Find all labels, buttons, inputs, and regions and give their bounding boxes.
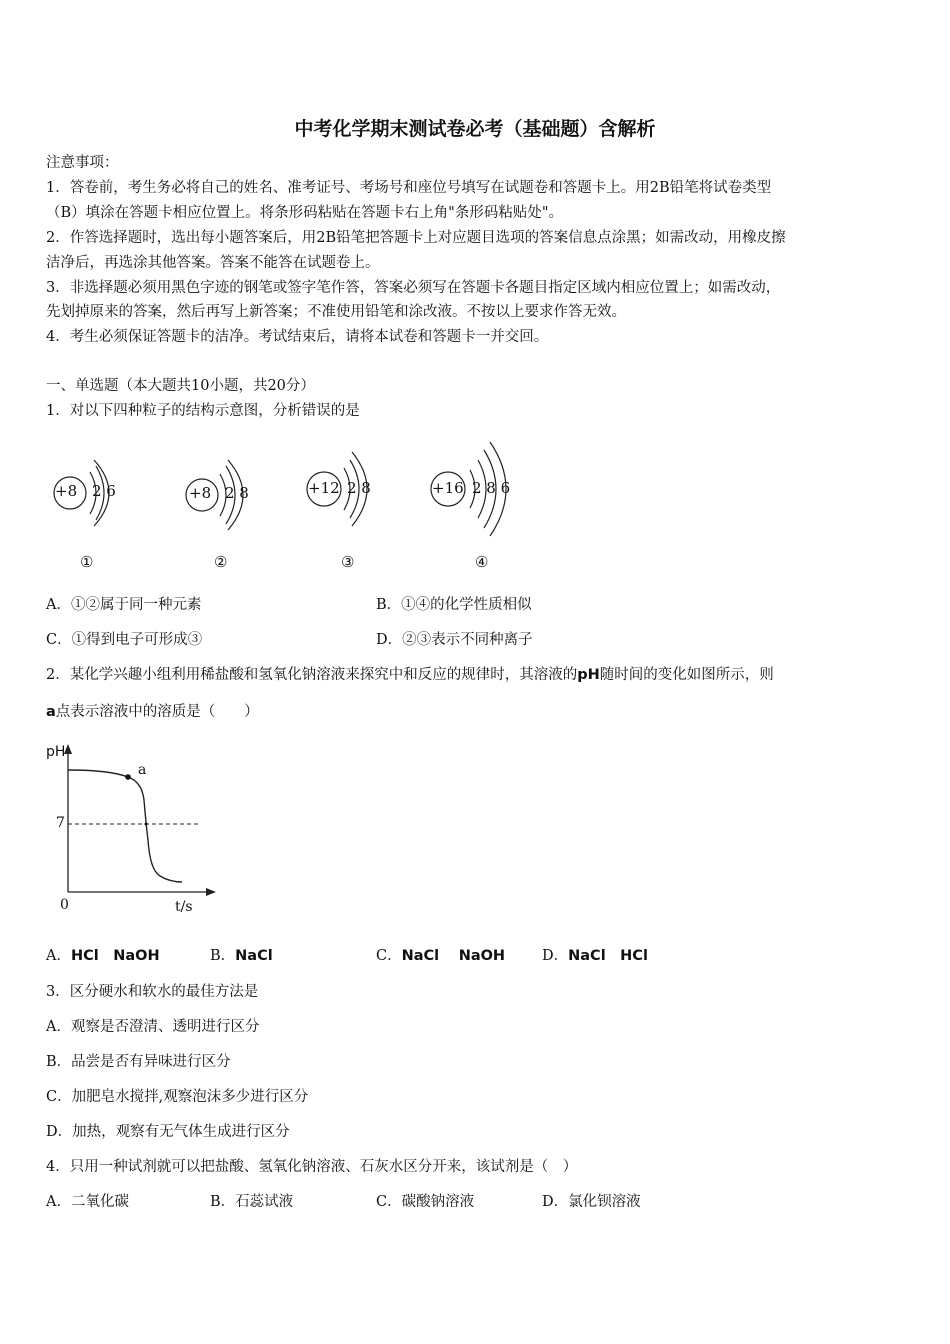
notice-line-6: 先划掉原来的答案，然后再写上新答案；不准使用铅笔和涂改液。不按以上要求作答无效。 — [46, 304, 626, 320]
graph-seven-label: 7 — [56, 815, 65, 831]
q2-stem-part2: 随时间的变化如图所示，则 — [599, 667, 774, 683]
atom-4-nucleus: +16 — [432, 479, 464, 497]
atom-4-shells: 2 8 6 — [472, 479, 511, 497]
graph-x-label: t/s — [175, 899, 193, 915]
q2-option-a-label: A． — [46, 948, 71, 964]
notice-line-5: 3．非选择题必须用黑色字迹的钢笔或签字笔作答，答案必须写在答题卡各题目指定区域内相应位置上；如需改动， — [46, 280, 781, 296]
notice-line-3: 2．作答选择题时，选出每小题答案后，用2B铅笔把答题卡上对应题目选项的答案信息点涂黑；如需改动，用橡皮擦 — [46, 230, 786, 246]
q4-option-a[interactable]: A．二氧化碳 — [46, 1194, 129, 1210]
q3-option-c[interactable]: C．加肥皂水搅拌,观察泡沫多少进行区分 — [46, 1089, 309, 1105]
notice-line-7: 4．考生必须保证答题卡的洁净。考试结束后，请将本试卷和答题卡一并交回。 — [46, 329, 549, 345]
q2-option-a-value: HCl NaOH — [70, 948, 160, 964]
q1-option-c[interactable]: C．①得到电子可形成③ — [46, 632, 203, 648]
q2-option-b-label: B． — [210, 948, 236, 964]
atom-1-nucleus: +8 — [55, 482, 78, 500]
q2-stem-line2 — [46, 702, 259, 722]
atom-1-label: ① — [80, 553, 94, 571]
graph-y-label: pH — [46, 744, 66, 760]
q2-option-d-value: NaCl HCl — [568, 948, 648, 964]
q2-option-d[interactable] — [542, 946, 648, 966]
q3-option-a[interactable]: A．观察是否澄清、透明进行区分 — [46, 1019, 260, 1035]
graph-origin-label: 0 — [60, 897, 69, 913]
graph-point-label: a — [138, 762, 147, 778]
q2-ph-term: pH — [577, 667, 600, 683]
q3-option-b[interactable]: B．品尝是否有异味进行区分 — [46, 1054, 231, 1070]
q1-option-a[interactable]: A．①②属于同一种元素 — [46, 597, 202, 613]
atom-3-label: ③ — [341, 553, 355, 571]
atom-3-nucleus: +12 — [308, 479, 340, 497]
q2-point-a: a — [46, 704, 56, 720]
q2-option-b-value: NaCl — [235, 948, 273, 964]
atom-2-nucleus: +8 — [189, 484, 212, 502]
q4-option-b[interactable]: B．石蕊试液 — [210, 1194, 294, 1210]
q1-option-b[interactable]: B．①④的化学性质相似 — [376, 597, 532, 613]
section-heading: 一、单选题（本大题共10小题，共20分） — [46, 378, 315, 394]
q2-option-c[interactable] — [376, 946, 505, 966]
q2-option-d-label: D． — [542, 948, 569, 964]
q4-stem: 4．只用一种试剂就可以把盐酸、氢氧化钠溶液、石灰水区分开来，该试剂是（ ） — [46, 1159, 578, 1175]
q2-option-c-label: C． — [376, 948, 402, 964]
q2-stem-part1: 2．某化学兴趣小组利用稀盐酸和氢氧化钠溶液来探究中和反应的规律时，其溶液的 — [46, 667, 578, 683]
q2-option-c-value: NaCl NaOH — [401, 948, 506, 964]
atom-1-shells: 2 6 — [92, 482, 116, 500]
notice-line-1: 1．答卷前，考生务必将自己的姓名、准考证号、考场号和座位号填写在试题卷和答题卡上。用2B铅笔将试卷类型 — [46, 180, 772, 196]
q2-option-a[interactable] — [46, 946, 160, 966]
q2-option-b[interactable] — [210, 946, 273, 966]
atom-3-shells: 2 8 — [347, 479, 371, 497]
q1-stem: 1．对以下四种粒子的结构示意图，分析错误的是 — [46, 403, 360, 419]
q2-stem-part3: 点表示溶液中的溶质是（ ） — [55, 704, 259, 720]
q2-stem-line1 — [46, 665, 774, 685]
atom-4-label: ④ — [475, 553, 489, 571]
atom-2-label: ② — [214, 553, 228, 571]
notice-heading: 注意事项： — [46, 155, 119, 171]
notice-line-4: 洁净后，再选涂其他答案。答案不能答在试题卷上。 — [46, 255, 380, 271]
q1-option-d[interactable]: D．②③表示不同种离子 — [376, 632, 533, 648]
atom-2-shells: 2 8 — [225, 484, 249, 502]
q3-stem: 3．区分硬水和软水的最佳方法是 — [46, 984, 259, 1000]
q3-option-d[interactable]: D．加热，观察有无气体生成进行区分 — [46, 1124, 290, 1140]
page-title: 中考化学期末测试卷必考（基础题）含解析 — [294, 118, 656, 140]
q4-option-d[interactable]: D．氯化钡溶液 — [542, 1194, 641, 1210]
notice-line-2: （B）填涂在答题卡相应位置上。将条形码粘贴在答题卡右上角"条形码粘贴处"。 — [46, 205, 563, 221]
q4-option-c[interactable]: C．碳酸钠溶液 — [376, 1194, 475, 1210]
